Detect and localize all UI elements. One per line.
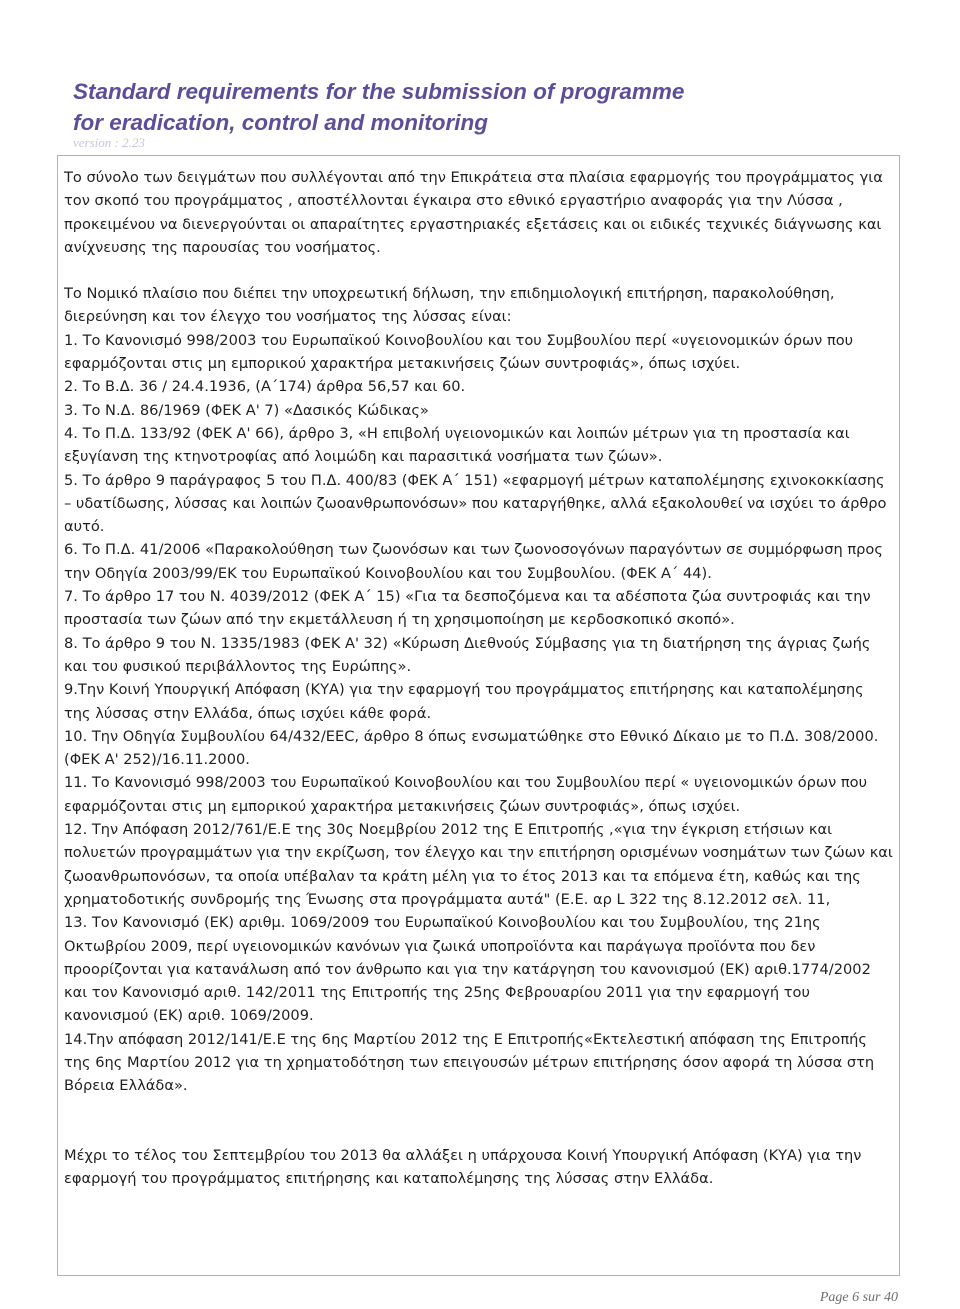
document-title-line-1: Standard requirements for the submission of programme: [73, 79, 685, 104]
document-title-line-2: for eradication, control and monitoring: [73, 110, 489, 135]
legal-framework-intro: Το Νομικό πλαίσιο που διέπει την υποχρεωτική δήλωση, την επιδημιολογική επιτήρηση, παρακολούθηση, διερεύνηση και τον έλεγχο του νοσήματος της λύσσας είναι:: [64, 285, 835, 326]
document-body: [64, 166, 894, 1190]
list-item: 8. Το άρθρο 9 του Ν. 1335/1983 (ΦΕΚ Α' 32) «Κύρωση Διεθνούς Σύμβασης για τη διατήρηση της άγριας ζωής και του φυσικού περιβάλλοντος της Ευρώπης».: [64, 634, 871, 675]
list-item: 10. Την Οδηγία Συμβουλίου 64/432/ΕΕC, άρθρο 8 όπως ενσωματώθηκε στο Εθνικό Δίκαιο με το Π.Δ. 308/2000. (ΦΕΚ Α' 252)/16.11.2000.: [64, 727, 879, 769]
list-item: 6. Το Π.Δ. 41/2006 «Παρακολούθηση των ζωονόσων και των ζωονοσογόνων παραγόντων σε συμμόρφωση προς την Οδηγία 2003/99/ΕΚ του Ευρωπαϊκού Κοινοβουλίου και του Συμβουλίου. (ΦΕΚ Α΄ 44).: [64, 541, 883, 582]
page-number: Page 6 sur 40: [819, 1290, 898, 1305]
list-item: 7. Το άρθρο 17 του Ν. 4039/2012 (ΦΕΚ Α΄ 15) «Για τα δεσποζόμενα και τα αδέσποτα ζώα συντροφιάς και την προστασία των ζώων από την εκμετάλλευση ή τη χρησιμοποίηση με κερδοσκοπικό σκοπό».: [64, 588, 871, 629]
list-item: 12. Την Απόφαση 2012/761/Ε.Ε της 30ς Νοεμβρίου 2012 της Ε Επιτροπής ,«για την έγκριση ετήσιων και πολυετών προγραμμάτων για την εκρίζωση, τον έλεγχο και την επιτήρηση ορισμένων νοσημάτων των ζώων και ζωοανθρωπονόσων, τα οποία υπέβαλαν τα κράτη μέλη για το έτος 2013 και τα επόμενα έτη, καθώς και της χρηματοδοτικής συνδρομής της Ένωσης στα προγράμματα αυτά" (Ε.Ε. αρ L 322 της 8.12.2012 σελ. 11,: [64, 821, 893, 908]
intro-paragraph: Το σύνολο των δειγμάτων που συλλέγονται από την Επικράτεια στα πλαίσια εφαρμογής του προγράμματος για τον σκοπό του προγράμματος , αποστέλλονται έγκαιρα στο εθνικό εργαστήριο αναφοράς για την Λύσσα , προκειμένου να διενεργούνται οι απαραίτητες εργαστηριακές εξετάσεις και οι ειδικές τεχνικές διάγνωσης και ανίχνευσης της παρουσίας του νοσήματος.: [64, 169, 883, 256]
list-item: 1. Το Κανονισμό 998/2003 του Ευρωπαϊκού Κοινοβουλίου και του Συμβουλίου περί «υγειονομικών όρων που εφαρμόζονται στις μη εμπορικού χαρακτήρα μετακινήσεις ζώων συντροφιάς», όπως ισχύει.: [64, 331, 854, 373]
list-item: 11. Το Κανονισμό 998/2003 του Ευρωπαϊκού Κοινοβουλίου και του Συμβουλίου περί « υγειονομικών όρων που εφαρμόζονται στις μη εμπορικού χαρακτήρα μετακινήσεις ζώων συντροφιάς», όπως ισχύει.: [64, 774, 868, 815]
list-item: 14.Την απόφαση 2012/141/Ε.Ε της 6ης Μαρτίου 2012 της Ε Επιτροπής«Εκτελεστική απόφαση της Επιτροπής της 6ης Μαρτίου 2012 για τη χρηματοδότηση των επειγουσών μέτρων επιτήρησης όσον αφορά τη λύσσα στη Βόρεια Ελλάδα».: [64, 1030, 875, 1095]
closing-paragraph: Μέχρι το τέλος του Σεπτεμβρίου του 2013 θα αλλάξει η υπάρχουσα Κοινή Υπουργική Απόφαση (ΚΥΑ) για την εφαρμογή του προγράμματος επιτήρησης και καταπολέμησης της λύσσας στην Ελλάδα.: [64, 1146, 862, 1187]
document-header: [73, 76, 893, 151]
list-item: 3. Το Ν.Δ. 86/1969 (ΦΕΚ Α' 7) «Δασικός Κώδικας»: [64, 401, 429, 419]
version-label: version : 2.23: [73, 135, 145, 150]
list-item: 5. Το άρθρο 9 παράγραφος 5 του Π.Δ. 400/83 (ΦΕΚ Α΄ 151) «εφαρμογή μέτρων καταπολέμησης εχινοκοκκίασης – υδατίδωσης, λύσσας και λοιπών ζωοανθρωπονόσων» που καταργήθηκε, αλλά εξακολουθεί να ισχύει το άρθρο αυτό.: [64, 471, 887, 536]
list-item: 2. Το Β.Δ. 36 / 24.4.1936, (Α΄174) άρθρα 56,57 και 60.: [64, 378, 466, 396]
list-item: 4. Το Π.Δ. 133/92 (ΦΕΚ Α' 66), άρθρο 3, «Η επιβολή υγειονομικών και λοιπών μέτρων για τη προστασία και εξυγίανση της κτηνοτροφίας από λοιμώδη και παρασιτικά νοσήματα των ζώων».: [64, 424, 850, 466]
list-item: 9.Την Κοινή Υπουργική Απόφαση (ΚΥΑ) για την εφαρμογή του προγράμματος επιτήρησης και καταπολέμησης της λύσσας στην Ελλάδα, όπως ισχύει κάθε φορά.: [64, 681, 864, 722]
list-item: 13. Τον Κανονισμό (ΕΚ) αριθμ. 1069/2009 του Ευρωπαϊκού Κοινοβουλίου και του Συμβουλίου, της 21ης Οκτωβρίου 2009, περί υγειονομικών κανόνων για ζωικά υποπροϊόντα και παράγωγα προϊόντα που δεν προορίζονται για κατανάλωση από τον άνθρωπο και για την κατάργηση του κανονισμού (ΕΚ) αριθ.1774/2002 και τον Κανονισμό αριθ. 142/2011 της Επιτροπής της 25ης Φεβρουαρίου 2011 για την εφαρμογή του κανονισμού (ΕΚ) αριθ. 1069/2009.: [64, 914, 871, 1025]
